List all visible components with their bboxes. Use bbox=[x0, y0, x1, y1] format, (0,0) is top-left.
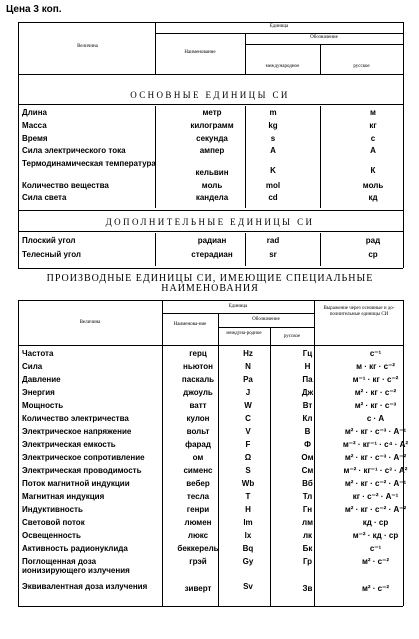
section-supp-title: ДОПОЛНИТЕЛЬНЫЕ ЕДИНИЦЫ СИ bbox=[105, 217, 315, 227]
intl-symbol: s bbox=[270, 134, 276, 143]
unit-name: джоуль bbox=[183, 388, 213, 397]
intl-symbol: kg bbox=[268, 121, 278, 130]
header2-expression: Выражение через основные и до-полнительные единицы СИ bbox=[323, 306, 395, 317]
quantity-name: Световой поток bbox=[22, 518, 85, 527]
intl-symbol: V bbox=[245, 427, 251, 436]
unit-name: кельвин bbox=[195, 168, 229, 177]
table-row bbox=[18, 388, 403, 401]
quantity-name: Термодинамическая температура bbox=[22, 159, 156, 168]
intl-symbol: sr bbox=[269, 250, 277, 259]
quantity-name: Давление bbox=[22, 375, 61, 384]
unit-name: стерадиан bbox=[191, 250, 233, 259]
table-row bbox=[18, 375, 403, 388]
intl-symbol: cd bbox=[268, 193, 278, 202]
unit-name: сименс bbox=[183, 466, 213, 475]
header2-quantity: Величина bbox=[79, 320, 101, 325]
intl-symbol: J bbox=[245, 388, 251, 397]
rus-symbol: Гц bbox=[302, 349, 313, 358]
table-row bbox=[18, 427, 407, 440]
rus-symbol: Дж bbox=[301, 388, 314, 397]
si-expression: м² · кг · с⁻² · А⁻² bbox=[344, 505, 407, 514]
rus-symbol: кд bbox=[368, 193, 378, 202]
rus-symbol: К bbox=[370, 166, 376, 175]
header-designation: Обозначение bbox=[310, 35, 338, 40]
quantity-name: Длина bbox=[22, 108, 47, 117]
table-row bbox=[18, 582, 403, 598]
intl-symbol: rad bbox=[266, 236, 280, 245]
intl-symbol: Ω bbox=[244, 453, 252, 462]
unit-name: паскаль bbox=[181, 375, 215, 384]
unit-name: радиан bbox=[197, 236, 227, 245]
si-expression: м⁻² · кд · ср bbox=[352, 531, 399, 540]
intl-symbol: mol bbox=[265, 181, 281, 190]
si-expression: м² · кг · с⁻³ · А⁻² bbox=[344, 453, 407, 462]
quantity-name: Сила электрического тока bbox=[22, 146, 126, 155]
rus-symbol: А bbox=[370, 146, 376, 155]
unit-name: вебер bbox=[186, 479, 210, 488]
quantity-name: Мощность bbox=[22, 401, 64, 410]
header-unit: Единица bbox=[269, 24, 289, 29]
quantity-name: Плоский угол bbox=[22, 236, 76, 245]
intl-symbol: A bbox=[270, 146, 276, 155]
unit-name: генри bbox=[186, 505, 210, 514]
quantity-name: Электрическая емкость bbox=[22, 440, 116, 449]
header-russian: русское bbox=[353, 64, 370, 69]
table-row bbox=[18, 531, 403, 544]
intl-symbol: W bbox=[244, 401, 252, 410]
unit-name: вольт bbox=[186, 427, 210, 436]
unit-name: кандела bbox=[195, 193, 229, 202]
header-quantity: Величина bbox=[77, 44, 98, 49]
si-expression: м⁻² · кг⁻¹ · с³ · А² bbox=[343, 466, 408, 475]
table-row bbox=[18, 121, 403, 134]
table-row bbox=[18, 250, 403, 263]
unit-name: ом bbox=[192, 453, 204, 462]
unit-name: секунда bbox=[196, 134, 228, 143]
intl-symbol: Bq bbox=[242, 544, 254, 553]
quantity-name: Электрическое напряжение bbox=[22, 427, 132, 436]
si-expression: кг · с⁻² · А⁻¹ bbox=[352, 492, 399, 501]
rus-symbol: Вб bbox=[302, 479, 313, 488]
intl-symbol: F bbox=[245, 440, 251, 449]
si-expression: м² · кг · с⁻² bbox=[354, 388, 397, 397]
quantity-name: Активность радионуклида bbox=[22, 544, 128, 553]
intl-symbol: T bbox=[245, 492, 251, 501]
unit-name: кулон bbox=[186, 414, 210, 423]
rus-symbol: Кл bbox=[302, 414, 313, 423]
si-expression: м² · кг · с⁻³ bbox=[354, 401, 397, 410]
quantity-name: Поток магнитной индукции bbox=[22, 479, 130, 488]
quantity-name: Эквивалентная доза излучения bbox=[22, 582, 148, 591]
unit-name: тесла bbox=[186, 492, 210, 501]
quantity-name: Магнитная индукция bbox=[22, 492, 105, 501]
si-expression: м⁻² · кг⁻¹ · с⁴ · А² bbox=[342, 440, 409, 449]
rus-symbol: Вт bbox=[302, 401, 313, 410]
unit-name: моль bbox=[201, 181, 223, 190]
intl-symbol: Hz bbox=[243, 349, 253, 358]
quantity-name: Освещенность bbox=[22, 531, 81, 540]
header2-international: междуна-родное bbox=[226, 331, 262, 336]
table-row bbox=[18, 479, 407, 492]
si-expression: м⁻¹ · кг · с⁻² bbox=[352, 375, 399, 384]
unit-name: ампер bbox=[199, 146, 225, 155]
table-row bbox=[18, 544, 403, 557]
unit-name: зиверт bbox=[184, 584, 212, 593]
intl-symbol: Pa bbox=[243, 375, 253, 384]
section-base-title: ОСНОВНЫЕ ЕДИНИЦЫ СИ bbox=[130, 90, 290, 100]
intl-symbol: Sv bbox=[243, 582, 253, 591]
si-expression: с⁻¹ bbox=[369, 349, 382, 358]
table-row bbox=[18, 349, 403, 362]
table-row bbox=[18, 146, 403, 159]
rus-symbol: В bbox=[304, 427, 311, 436]
rus-symbol: Тл bbox=[302, 492, 313, 501]
intl-symbol: K bbox=[270, 166, 276, 175]
unit-name: беккерель bbox=[177, 544, 219, 553]
rus-symbol: Гр bbox=[302, 557, 313, 566]
rus-symbol: Па bbox=[302, 375, 313, 384]
rus-symbol: ср bbox=[368, 250, 378, 259]
si-expression: м² · кг · с⁻³ · А⁻¹ bbox=[344, 427, 407, 436]
intl-symbol: N bbox=[245, 362, 251, 371]
rus-symbol: Н bbox=[304, 362, 311, 371]
intl-symbol: Gy bbox=[242, 557, 254, 566]
price-label: Цена 3 коп. bbox=[6, 4, 62, 15]
table-row bbox=[18, 193, 403, 206]
intl-symbol: m bbox=[269, 108, 277, 117]
header-unit-name: Наименование bbox=[184, 50, 216, 55]
quantity-name: Частота bbox=[22, 349, 54, 358]
section-derived-title: ПРОИЗВОДНЫЕ ЕДИНИЦЫ СИ, ИМЕЮЩИЕ СПЕЦИАЛЬНЫЕ НАИМЕНОВАНИЯ bbox=[46, 273, 374, 294]
table-row bbox=[18, 492, 403, 505]
table-row bbox=[18, 401, 403, 414]
quantity-name: Индуктивность bbox=[22, 505, 83, 514]
quantity-name: Количество вещества bbox=[22, 181, 109, 190]
unit-name: килограмм bbox=[190, 121, 234, 130]
rus-symbol: Гн bbox=[302, 505, 313, 514]
header2-unit: Единица bbox=[228, 304, 248, 309]
quantity-name: Электрическая проводимость bbox=[22, 466, 142, 475]
table-row bbox=[18, 518, 403, 531]
table-row bbox=[18, 505, 407, 518]
table-row bbox=[18, 440, 409, 453]
rus-symbol: кг bbox=[369, 121, 377, 130]
rus-symbol: Ф bbox=[304, 440, 311, 449]
header2-russian: русское bbox=[283, 334, 301, 339]
si-expression: м² · с⁻² bbox=[361, 584, 390, 593]
unit-name: герц bbox=[189, 349, 207, 358]
rus-symbol: Ом bbox=[301, 453, 314, 462]
si-expression: кд · ср bbox=[362, 518, 389, 527]
si-expression: с · А bbox=[366, 414, 385, 423]
rus-symbol: Зв bbox=[302, 584, 313, 593]
unit-name: фарад bbox=[185, 440, 211, 449]
unit-name: ватт bbox=[189, 401, 207, 410]
intl-symbol: lm bbox=[243, 518, 253, 527]
table-row bbox=[18, 362, 403, 375]
rus-symbol: рад bbox=[365, 236, 381, 245]
table-row bbox=[18, 453, 407, 466]
table-row bbox=[18, 414, 403, 427]
table-row bbox=[18, 466, 408, 479]
rus-symbol: См bbox=[301, 466, 314, 475]
quantity-name: Сила света bbox=[22, 193, 67, 202]
table-row bbox=[18, 159, 403, 179]
intl-symbol: lx bbox=[244, 531, 252, 540]
rus-symbol: с bbox=[370, 134, 376, 143]
unit-name: ньютон bbox=[183, 362, 213, 371]
table-row bbox=[18, 108, 403, 121]
quantity-name: Масса bbox=[22, 121, 47, 130]
intl-symbol: C bbox=[245, 414, 251, 423]
quantity-name: Энергия bbox=[22, 388, 55, 397]
quantity-name: Электрическое сопротивление bbox=[22, 453, 145, 462]
unit-name: люкс bbox=[187, 531, 209, 540]
rus-symbol: лк bbox=[302, 531, 313, 540]
unit-name: люмен bbox=[184, 518, 212, 527]
rus-symbol: лм bbox=[302, 518, 313, 527]
header2-designation: Обозначение bbox=[252, 317, 280, 322]
quantity-name: Поглощенная доза ионизирующего излучения bbox=[22, 557, 130, 575]
unit-name: метр bbox=[202, 108, 222, 117]
rus-symbol: моль bbox=[362, 181, 384, 190]
quantity-name: Телесный угол bbox=[22, 250, 81, 259]
quantity-name: Количество электричества bbox=[22, 414, 129, 423]
intl-symbol: S bbox=[245, 466, 251, 475]
quantity-name: Сила bbox=[22, 362, 43, 371]
unit-name: грэй bbox=[189, 557, 207, 566]
si-expression: м² · кг · с⁻² · А⁻¹ bbox=[344, 479, 407, 488]
header-international: международное bbox=[265, 64, 300, 69]
intl-symbol: H bbox=[245, 505, 251, 514]
rus-symbol: м bbox=[370, 108, 376, 117]
table-row bbox=[18, 557, 403, 577]
header2-name: Наименова-ние bbox=[173, 322, 207, 327]
quantity-name: Время bbox=[22, 134, 48, 143]
table-row bbox=[18, 236, 403, 249]
si-expression: с⁻¹ bbox=[369, 544, 382, 553]
rus-symbol: Бк bbox=[302, 544, 313, 553]
intl-symbol: Wb bbox=[241, 479, 255, 488]
si-expression: м² · с⁻² bbox=[361, 557, 390, 566]
si-expression: м · кг · с⁻² bbox=[356, 362, 395, 371]
